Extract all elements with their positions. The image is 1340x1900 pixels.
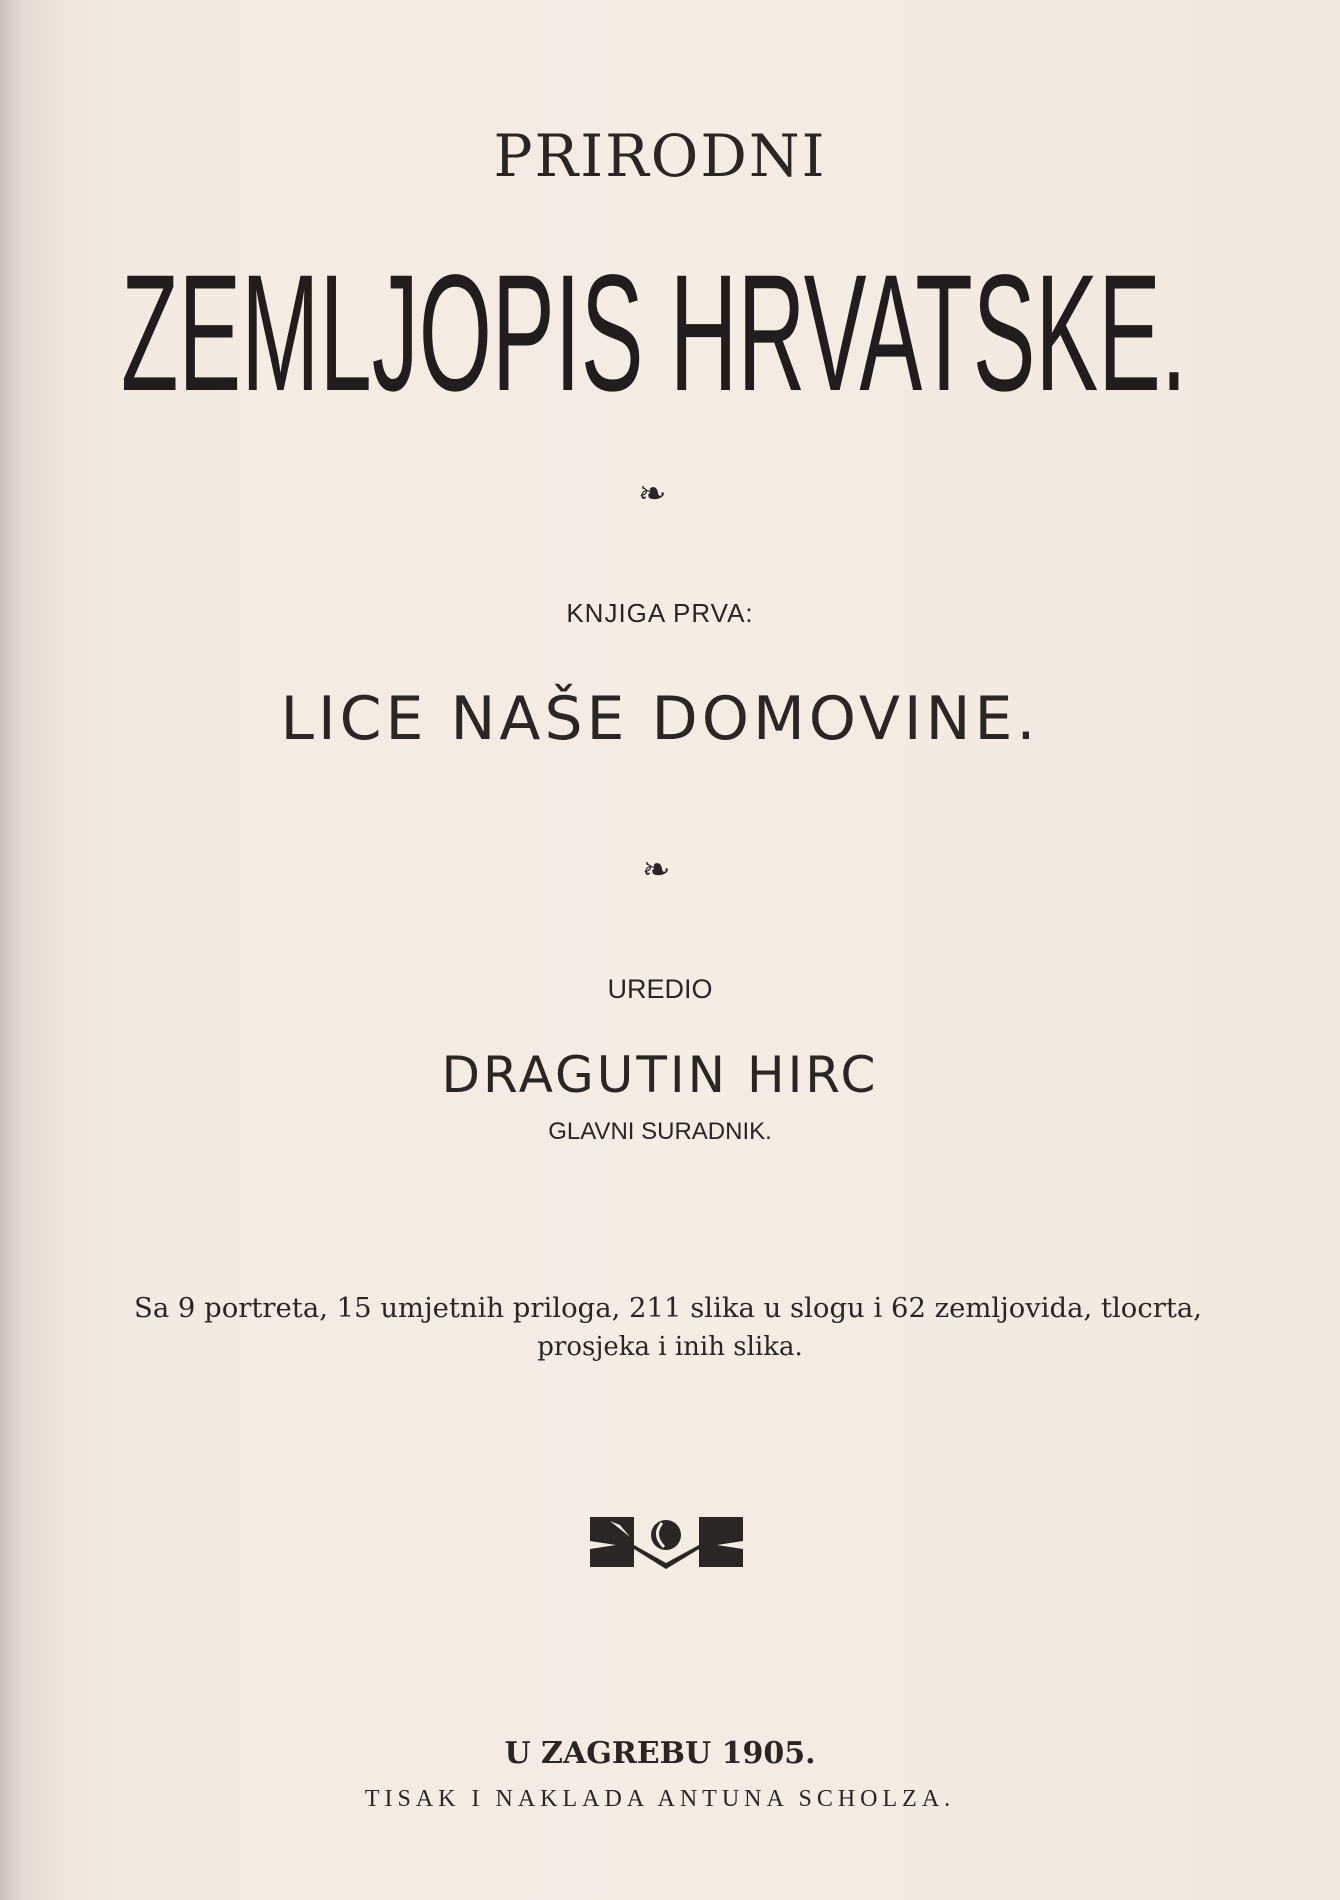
floral-vignette-icon — [590, 1515, 743, 1571]
editor-role: GLAVNI SURADNIK. — [548, 1118, 772, 1145]
place-year: U ZAGREBU 1905. — [504, 1736, 816, 1771]
subtitle: LICE NAŠE DOMOVINE. — [280, 684, 1040, 754]
page-title: ZEMLJOPIS HRVATSKE. — [121, 262, 1187, 402]
fleuron-ornament-icon: ❧ — [638, 476, 667, 513]
contents-wrap — [134, 1290, 1206, 1370]
publisher: TISAK I NAKLADA ANTUNA SCHOLZA. — [364, 1786, 956, 1812]
edited-label: UREDIO — [607, 974, 713, 1004]
page-title-wrap — [121, 262, 1191, 402]
editor-name: DRAGUTIN HIRC — [441, 1046, 879, 1104]
title-small: PRIRODNI — [493, 122, 827, 190]
fleuron-ornament-icon: ❧ — [642, 852, 671, 889]
contents-line-1: Sa 9 portreta, 15 umjetnih priloga, 211 slika u slogu i 62 zemljovida, tlocrta, — [134, 1293, 1202, 1324]
book-label: KNJIGA PRVA: — [566, 598, 754, 628]
contents-line-2: prosjeka i inih slika. — [537, 1332, 803, 1362]
